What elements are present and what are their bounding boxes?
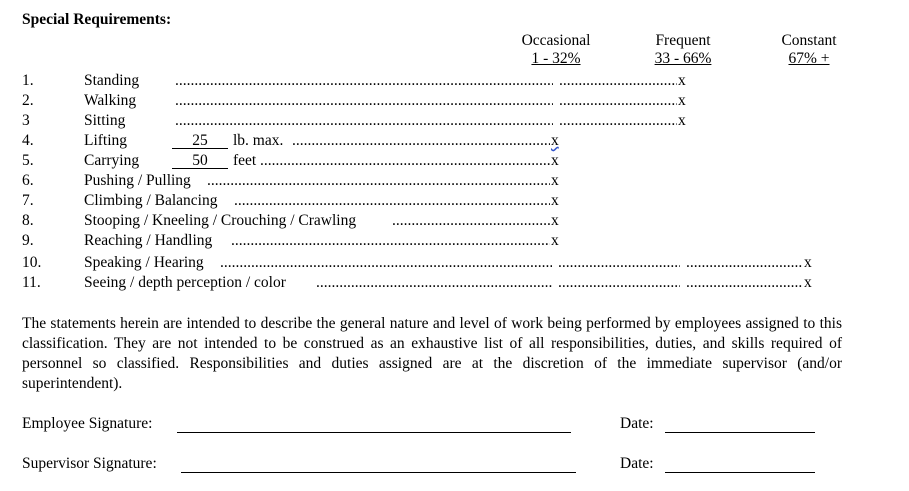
leader-dots	[175, 72, 553, 90]
mark-constant: x	[804, 274, 812, 291]
row-label-reaching-handling: Reaching / Handling	[84, 232, 213, 249]
leader-dots	[559, 112, 677, 130]
leader-dots	[231, 232, 550, 250]
employee-signature-line[interactable]	[177, 431, 571, 433]
mark-occasional: x	[551, 212, 559, 229]
leader-dots	[292, 132, 550, 150]
row-label-speaking-hearing: Speaking / Hearing	[84, 254, 204, 271]
column-name: Occasional	[521, 32, 591, 49]
row-number: 2.	[22, 92, 34, 109]
column-header-constant	[759, 32, 859, 68]
row-label-sitting: Sitting	[84, 112, 126, 129]
row-label-seeing: Seeing / depth perception / color	[84, 274, 286, 291]
leader-dots	[175, 112, 553, 130]
row-label-lifting: Lifting	[84, 132, 128, 149]
carrying-distance-field[interactable]: 50	[172, 152, 228, 169]
column-header-occasional	[506, 32, 606, 68]
mark-constant: x	[804, 254, 812, 271]
mark-occasional: x	[551, 172, 559, 189]
column-range: 67% +	[788, 50, 830, 67]
leader-dots	[686, 254, 803, 272]
leader-dots	[559, 72, 677, 90]
row-number: 6.	[22, 172, 34, 189]
row-label-pushing-pulling: Pushing / Pulling	[84, 172, 191, 189]
leader-dots	[392, 212, 550, 230]
mark-occasional: x	[551, 192, 559, 209]
leader-dots	[234, 192, 550, 210]
leader-dots	[220, 254, 552, 272]
row-number: 1.	[22, 72, 34, 89]
supervisor-signature-label: Supervisor Signature:	[22, 455, 157, 472]
row-label-walking: Walking	[84, 92, 137, 109]
row-number: 10.	[22, 254, 42, 271]
carrying-unit: feet	[233, 152, 257, 169]
leader-dots	[316, 274, 552, 292]
row-label-carrying: Carrying	[84, 152, 140, 169]
mark-occasional: x	[551, 152, 559, 169]
leader-dots	[559, 92, 677, 110]
row-number: 7.	[22, 192, 34, 209]
employee-date-line[interactable]	[665, 431, 815, 433]
employee-date-label: Date:	[620, 415, 654, 432]
row-label-climbing-balancing: Climbing / Balancing	[84, 192, 218, 209]
lifting-weight-field[interactable]: 25	[172, 132, 228, 149]
lifting-unit: lb. max.	[233, 132, 284, 149]
row-number: 9.	[22, 232, 34, 249]
row-label-stooping-kneeling: Stooping / Kneeling / Crouching / Crawling	[84, 212, 357, 229]
leader-dots	[558, 254, 680, 272]
leader-dots	[207, 172, 550, 190]
row-number: 8.	[22, 212, 34, 229]
leader-dots	[686, 274, 803, 292]
employee-signature-label: Employee Signature:	[22, 415, 153, 432]
supervisor-date-line[interactable]	[665, 471, 815, 473]
column-name: Frequent	[655, 32, 711, 49]
row-number: 3	[22, 112, 30, 129]
mark-occasional: x	[551, 232, 559, 249]
column-name: Constant	[781, 32, 837, 49]
row-label-standing: Standing	[84, 72, 140, 89]
row-number: 4.	[22, 132, 34, 149]
row-number: 11.	[22, 274, 41, 291]
statement-paragraph: The statements herein are intended to describe the general nature and level of work being performed by employees assigned to this classification. They are not intended to be construed as an exhaustive list of all responsibilities, duties, and skills required of personnel so classified. Responsibilities and duties assigned are at the discretion of the immediate supervisor (and/or superintendent).	[22, 315, 842, 392]
section-title: Special Requirements:	[22, 11, 172, 28]
leader-dots	[558, 274, 680, 292]
column-header-frequent	[633, 32, 733, 68]
column-range: 1 - 32%	[531, 50, 581, 67]
mark-frequent: x	[678, 112, 686, 129]
row-number: 5.	[22, 152, 34, 169]
mark-frequent: x	[678, 92, 686, 109]
mark-frequent: x	[678, 72, 686, 89]
column-range: 33 - 66%	[654, 50, 712, 67]
leader-dots	[260, 152, 550, 170]
supervisor-signature-line[interactable]	[181, 471, 576, 473]
mark-occasional: x	[551, 132, 559, 149]
supervisor-date-label: Date:	[620, 455, 654, 472]
leader-dots	[175, 92, 553, 110]
